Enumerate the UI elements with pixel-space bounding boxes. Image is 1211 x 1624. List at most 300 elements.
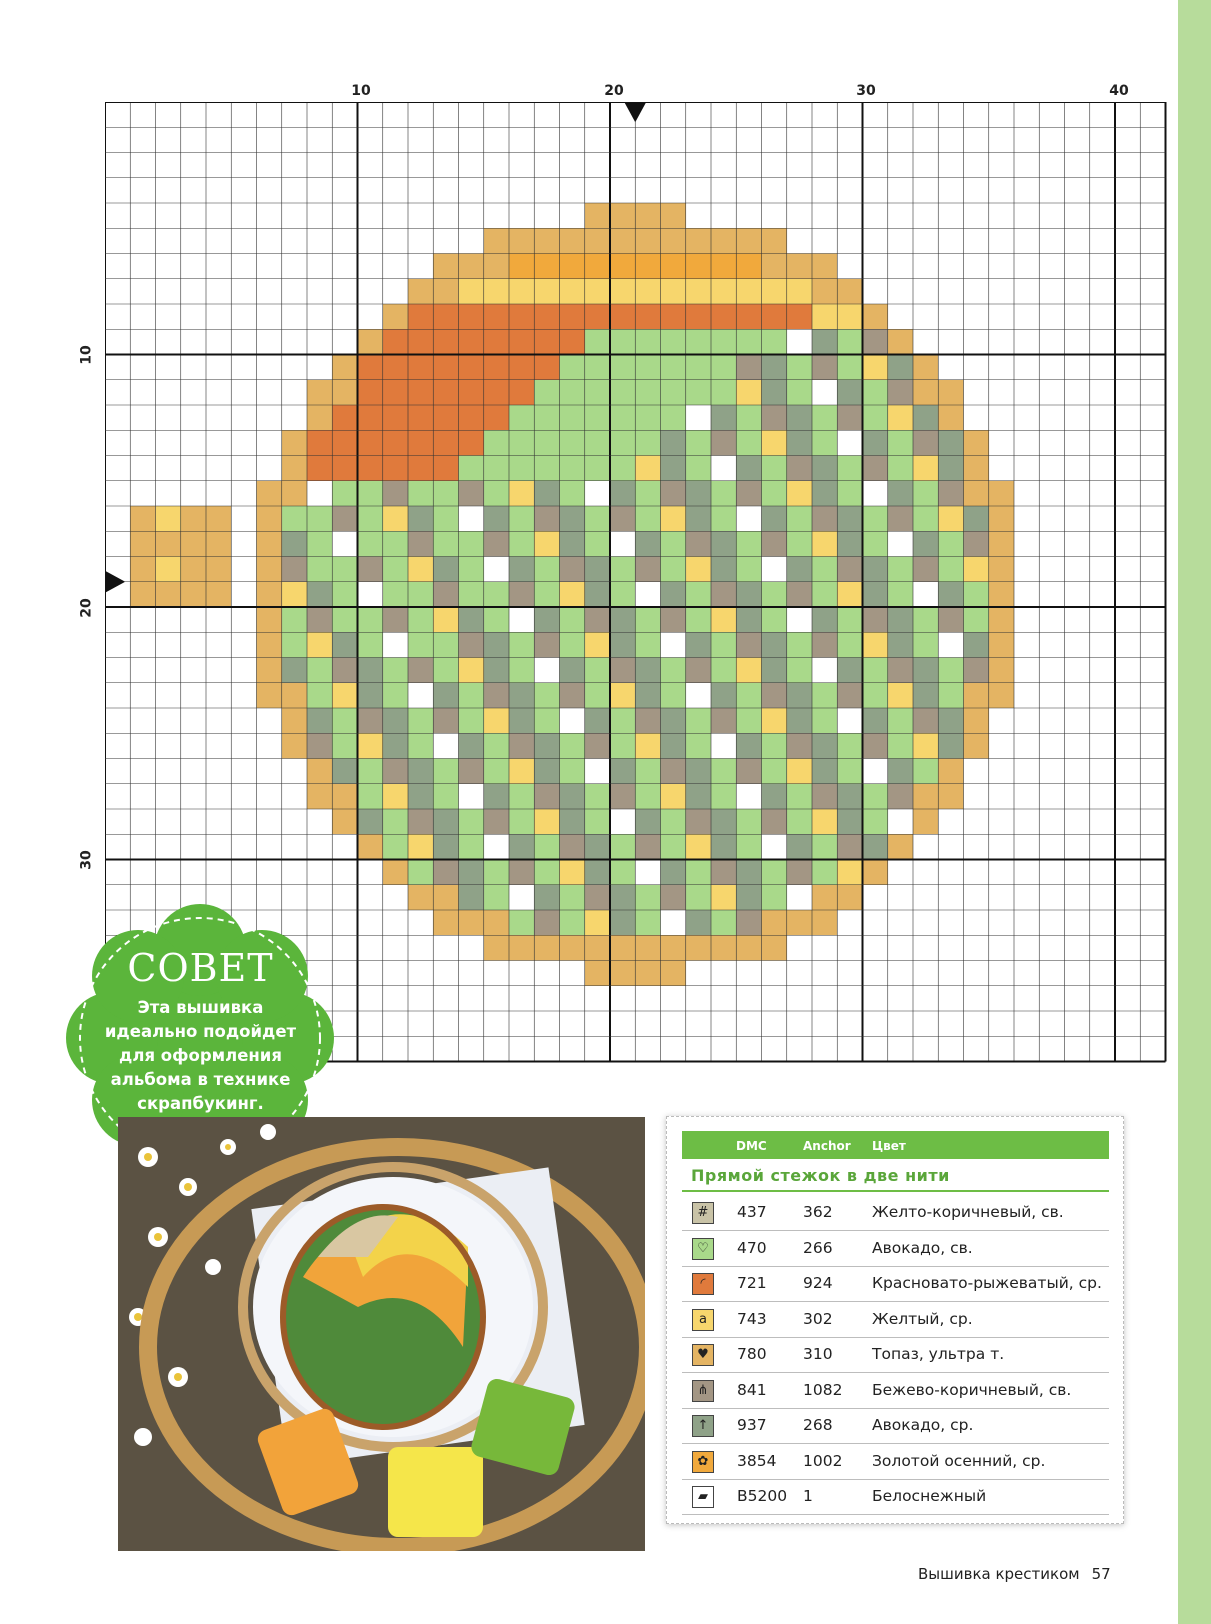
stitch-cell [484,329,509,354]
stitch-cell [938,405,963,430]
stitch-cell [762,683,787,708]
stitch-cell [433,254,458,279]
stitch-cell [989,531,1014,556]
stitch-cell [762,935,787,960]
stitch-cell [812,254,837,279]
stitch-cell [433,733,458,758]
stitch-cell [686,733,711,758]
stitch-cell [686,910,711,935]
stitch-cell [863,456,888,481]
stitch-cell [837,304,862,329]
x-axis-label-10: 10 [351,83,371,99]
stitch-cell [181,531,206,556]
stitch-cell [610,759,635,784]
stitch-cell [661,481,686,506]
stitch-cell [863,329,888,354]
stitch-cell [812,557,837,582]
stitch-cell [358,784,383,809]
stitch-cell [686,632,711,657]
stitch-cell [610,935,635,960]
stitch-cell [484,380,509,405]
legend-dmc: 937 [737,1416,767,1434]
stitch-cell [812,380,837,405]
stitch-cell [661,658,686,683]
stitch-cell [257,582,282,607]
x-axis-label-20: 20 [604,83,624,99]
stitch-cell [332,733,357,758]
stitch-cell [686,582,711,607]
stitch-cell [913,405,938,430]
stitch-cell [610,405,635,430]
stitch-cell [938,506,963,531]
stitch-cell [686,304,711,329]
stitch-cell [307,405,332,430]
stitch-cell [661,355,686,380]
stitch-cell [837,456,862,481]
stitch-cell [661,582,686,607]
legend-swatch-symbol: a [699,1311,707,1327]
stitch-cell [383,860,408,885]
tip-text: Эта вышивка идеально подойдет для оформления альбома в технике скрапбукинг. [104,998,297,1113]
stitch-cell [585,607,610,632]
stitch-cell [812,355,837,380]
stitch-cell [610,961,635,986]
stitch-cell [433,506,458,531]
stitch-cell [837,885,862,910]
stitch-cell [762,329,787,354]
stitch-cell [863,582,888,607]
legend-swatch [692,1273,714,1295]
stitch-cell [509,304,534,329]
stitch-cell [534,430,559,455]
stitch-cell [585,355,610,380]
stitch-cell [635,683,660,708]
stitch-cell [736,910,761,935]
stitch-cell [534,759,559,784]
stitch-cell [181,506,206,531]
stitch-cell [534,683,559,708]
stitch-cell [383,759,408,784]
stitch-cell [812,860,837,885]
stitch-cell [358,355,383,380]
stitch-cell [812,683,837,708]
legend-anchor: 266 [803,1238,833,1257]
stitch-cell [534,456,559,481]
stitch-cell [509,279,534,304]
stitch-cell [964,506,989,531]
stitch-cell [661,607,686,632]
stitch-cell [332,456,357,481]
stitch-cell [661,834,686,859]
stitch-cell [635,910,660,935]
stitch-cell [863,380,888,405]
stitch-cell [661,304,686,329]
stitch-cell [585,254,610,279]
stitch-cell [484,304,509,329]
stitch-cell [383,708,408,733]
stitch-cell [484,607,509,632]
stitch-cell [711,860,736,885]
stitch-cell [585,759,610,784]
stitch-cell [888,809,913,834]
stitch-cell [787,885,812,910]
stitch-cell [913,683,938,708]
stitch-cell [484,506,509,531]
stitch-cell [610,329,635,354]
stitch-cell [383,481,408,506]
stitch-cell [863,481,888,506]
stitch-cell [383,784,408,809]
stitch-cell [534,910,559,935]
stitch-cell [762,355,787,380]
stitch-cell [282,430,307,455]
stitch-cell [484,254,509,279]
legend-swatch [692,1451,714,1473]
stitch-cell [585,809,610,834]
stitch-cell [181,582,206,607]
stitch-cell [686,456,711,481]
stitch-cell [383,531,408,556]
stitch-cell [484,430,509,455]
stitch-cell [787,430,812,455]
stitch-cell [812,304,837,329]
stitch-cell [635,380,660,405]
legend-row [682,1195,1109,1231]
stitch-cell [560,430,585,455]
legend-color-name: Авокадо, ср. [872,1416,974,1434]
stitch-cell [863,658,888,683]
stitch-cell [534,733,559,758]
legend-swatch-symbol: ✿ [697,1453,709,1469]
stitch-cell [358,380,383,405]
stitch-cell [711,759,736,784]
stitch-cell [762,910,787,935]
stitch-cell [459,607,484,632]
legend-subtitle: Прямой стежок в две нити [691,1166,950,1185]
legend-anchor: 268 [803,1416,833,1434]
stitch-cell [358,506,383,531]
stitch-cell [358,582,383,607]
stitch-cell [686,935,711,960]
stitch-cell [913,531,938,556]
stitch-cell [408,430,433,455]
stitch-cell [762,860,787,885]
stitch-cell [484,632,509,657]
stitch-cell [459,481,484,506]
stitch-cell [560,759,585,784]
stitch-cell [736,380,761,405]
stitch-cell [433,329,458,354]
stitch-cell [762,456,787,481]
stitch-cell [433,759,458,784]
stitch-cell [736,228,761,253]
legend-anchor: 1082 [803,1380,843,1399]
stitch-cell [332,784,357,809]
stitch-cell [509,329,534,354]
stitch-cell [888,683,913,708]
stitch-cell [534,582,559,607]
stitch-cell [635,304,660,329]
stitch-cell [635,279,660,304]
stitch-cell [585,481,610,506]
stitch-cell [534,658,559,683]
stitch-cell [888,506,913,531]
stitch-cell [837,380,862,405]
stitch-cell [661,279,686,304]
stitch-cell [762,708,787,733]
stitch-cell [635,860,660,885]
stitch-cell [661,860,686,885]
stitch-cell [989,683,1014,708]
legend-row [682,1373,1109,1409]
stitch-cell [408,809,433,834]
stitch-cell [560,557,585,582]
stitch-cell [711,733,736,758]
stitch-cell [585,380,610,405]
stitch-cell [509,405,534,430]
stitch-cell [762,809,787,834]
stitch-cell [560,380,585,405]
stitch-cell [408,708,433,733]
stitch-cell [686,279,711,304]
stitch-cell [635,885,660,910]
stitch-cell [534,355,559,380]
stitch-cell [812,885,837,910]
stitch-cell [711,809,736,834]
stitch-cell [711,557,736,582]
stitch-cell [711,355,736,380]
stitch-cell [888,658,913,683]
stitch-cell [484,355,509,380]
stitch-cell [484,279,509,304]
stitch-cell [711,329,736,354]
stitch-cell [711,430,736,455]
stitch-cell [585,456,610,481]
stitch-cell [332,607,357,632]
stitch-cell [837,607,862,632]
legend-dmc: 3854 [737,1451,777,1470]
legend-row [682,1479,1109,1515]
stitch-cell [964,683,989,708]
stitch-cell [711,405,736,430]
stitch-cell [282,607,307,632]
stitch-cell [358,481,383,506]
stitch-cell [383,834,408,859]
footer-section-title: Вышивка крестиком [918,1565,1080,1583]
stitch-cell [812,910,837,935]
stitch-cell [635,329,660,354]
stitch-cell [661,759,686,784]
y-axis-label-30: 30 [78,850,95,870]
stitch-cell [938,557,963,582]
stitch-cell [913,809,938,834]
legend-header-color: Цвет [872,1139,906,1153]
stitch-cell [812,279,837,304]
stitch-cell [787,759,812,784]
legend-color-name: Желтый, ср. [872,1309,973,1328]
stitch-cell [534,405,559,430]
stitch-cell [459,885,484,910]
stitch-cell [307,683,332,708]
stitch-cell [459,683,484,708]
stitch-cell [433,380,458,405]
stitch-cell [433,557,458,582]
stitch-cell [711,834,736,859]
stitch-cell [787,531,812,556]
stitch-cell [585,834,610,859]
stitch-cell [787,380,812,405]
legend-row [682,1408,1109,1444]
stitch-cell [383,632,408,657]
stitch-cell [332,380,357,405]
stitch-cell [888,481,913,506]
legend-swatch [692,1486,714,1508]
stitch-cell [837,658,862,683]
stitch-cell [459,733,484,758]
stitch-cell [686,860,711,885]
stitch-cell [383,304,408,329]
stitch-cell [484,885,509,910]
stitch-cell [863,683,888,708]
stitch-cell [408,582,433,607]
stitch-cell [686,607,711,632]
legend-swatch-symbol: ↑ [697,1418,709,1433]
stitch-cell [408,834,433,859]
stitch-cell [560,733,585,758]
stitch-cell [686,885,711,910]
stitch-cell [282,531,307,556]
stitch-cell [358,456,383,481]
stitch-cell [635,658,660,683]
stitch-cell [736,860,761,885]
stitch-cell [206,582,231,607]
stitch-cell [433,632,458,657]
stitch-cell [837,329,862,354]
stitch-cell [484,531,509,556]
legend-row [682,1302,1109,1338]
stitch-cell [433,582,458,607]
stitch-cell [459,329,484,354]
stitch-cell [459,254,484,279]
stitch-cell [408,658,433,683]
stitch-cell [459,860,484,885]
stitch-cell [888,708,913,733]
stitch-cell [888,557,913,582]
stitch-cell [534,632,559,657]
stitch-cell [635,733,660,758]
stitch-cell [585,784,610,809]
legend-color-name: Золотой осенний, ср. [872,1451,1046,1470]
stitch-cell [610,582,635,607]
stitch-cell [787,860,812,885]
stitch-cell [661,708,686,733]
stitch-cell [358,834,383,859]
stitch-cell [509,910,534,935]
stitch-cell [433,683,458,708]
legend-color-name: Авокадо, св. [872,1238,973,1257]
stitch-cell [736,582,761,607]
stitch-cell [686,329,711,354]
stitch-cell [307,733,332,758]
stitch-cell [736,355,761,380]
stitch-cell [661,733,686,758]
stitch-cell [837,506,862,531]
legend-row [682,1266,1109,1302]
stitch-cell [534,708,559,733]
stitch-cell [913,759,938,784]
stitch-cell [686,506,711,531]
stitch-cell [257,632,282,657]
stitch-cell [383,329,408,354]
y-axis-label-20: 20 [78,598,95,618]
stitch-cell [711,254,736,279]
legend-dmc: 780 [737,1345,767,1363]
legend-header-anchor: Anchor [803,1139,851,1153]
page-edge-strip [1178,0,1211,1624]
stitch-cell [913,784,938,809]
legend-anchor: 1 [803,1487,813,1505]
stitch-cell [156,531,181,556]
stitch-cell [635,607,660,632]
stitch-cell [938,759,963,784]
stitch-cell [610,557,635,582]
stitch-cell [610,481,635,506]
stitch-cell [484,658,509,683]
stitch-cell [661,405,686,430]
stitch-cell [484,683,509,708]
stitch-cell [711,582,736,607]
stitch-cell [484,481,509,506]
legend-dmc: 437 [737,1203,767,1221]
stitch-cell [534,329,559,354]
stitch-cell [913,582,938,607]
stitch-cell [433,456,458,481]
stitch-cell [661,456,686,481]
stitch-cell [736,834,761,859]
stitch-cell [282,683,307,708]
stitch-cell [433,279,458,304]
legend-swatch-symbol: ♥ [697,1347,709,1362]
stitch-cell [332,708,357,733]
stitch-cell [585,279,610,304]
tip-title: СОВЕТ [127,946,274,990]
stitch-cell [762,405,787,430]
stitch-cell [509,380,534,405]
stitch-cell [787,784,812,809]
stitch-cell [459,632,484,657]
stitch-cell [863,557,888,582]
stitch-cell [307,481,332,506]
stitch-cell [863,733,888,758]
stitch-cell [408,304,433,329]
stitch-cell [257,531,282,556]
stitch-cell [888,784,913,809]
stitch-cell [964,582,989,607]
stitch-cell [282,557,307,582]
stitch-cell [610,834,635,859]
stitch-cell [332,557,357,582]
stitch-cell [307,607,332,632]
stitch-cell [635,809,660,834]
stitch-cell [888,430,913,455]
stitch-cell [736,809,761,834]
stitch-cell [257,557,282,582]
stitch-cell [383,683,408,708]
stitch-cell [307,658,332,683]
stitch-cell [484,860,509,885]
legend-swatch-symbol: ⋔ [697,1382,709,1398]
stitch-cell [484,733,509,758]
